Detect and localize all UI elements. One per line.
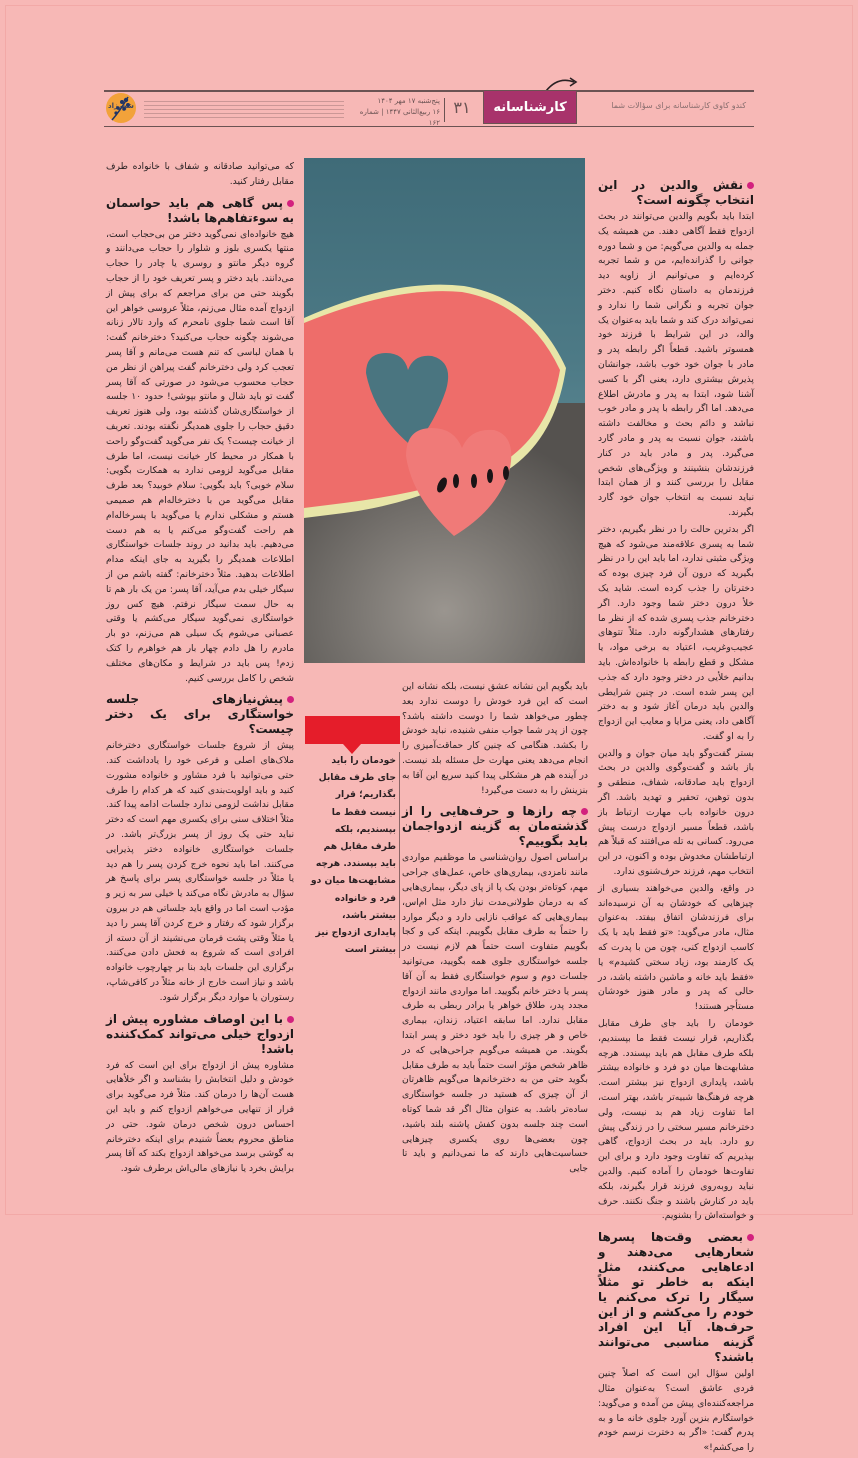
paragraph: باید بگویم این نشانه عشق نیست، بلکه نشانه این است که این فرد خودش را دوست ندارد بعد چطور می‌خواهد شما را دوست داشته باشد؟ چون از پدر شما جواب منفی شنیده، نباید خودش را بکشد. هنگامی که چنین کار حماقت‌آمیزی را انجام می‌دهد یعنی مهارت حل مسئله بلد نیست. در آینده هم هر مشکلی پیدا کنید سریع این آقا به بنزینش را به دست می‌گیرد! xyxy=(402,681,588,796)
paragraph: بستر گفت‌وگو باید میان جوان و والدین باز باشد و گفت‌وگوی والدین در بحث ازدواج باید صادقانه، شفاف، منطقی و بدون توهین، تحقیر و تهدید باشد. اگر درون خانواده باب مهارت ارتباط باز باشد، قطعاً مسیر ازدواج درست پیش می‌رود. کسانی به تله می‌افتند که قبلاً هم ارتباطشان مخدوش بوده و اکنون، در این انتخاب مهم، فرزند حرف‌شنوی ندارد. xyxy=(598,747,754,878)
paragraph: مشاوره پیش از ازدواج برای این است که فرد خودش و دلیل انتخابش را بشناسد و اگر خلأهایی هست آن‌ها را درمان کند. مثلاً فرد می‌گوید برای فرار از تنهایی می‌خواهم ازدواج کنم و باید این احساس درون شخص درمان شود. حتی در مناطق محروم بعضاً شنیدم برای اینکه دخترخانم به گوشی برسد می‌خواهد ازدواج بکند که آقا پسر برایش بخرد یا نیازهای مالی‌اش برطرف شود. xyxy=(106,1059,294,1175)
section-title: کارشناسانه xyxy=(483,90,577,124)
paragraph: اگر بدترین حالت را در نظر بگیریم، دختر شما به پسری علاقه‌مند می‌شود که هیچ ویژگی مثبتی ندارد، اما باید این را در نظر بگیرید که درون آن فرد چیزی بوده که دخترتان را جذب کرده است. شاید یک خلأ درون دختر شما وجود دارد. اگر دخترخانم جذب پسری شده که از نظر ما رفتارهای هشدارگونه دارد. مثلاً تتوهای عجیب‌وغریب، اعتیاد به برخی مواد، یا مشکل و قطع رابطه با خانواده‌اش. باید بدانیم خلأیی در دختر وجود دارد که جذب این پسر شده است. در چنین شرایطی والدین باید درمان آغاز شود و به دختر آگاهی داد، یعنی مزایا و معایب این ازدواج را به او گفت. xyxy=(598,523,754,742)
section-tagline: کندو کاوی کارشناسانه برای سؤالات شما xyxy=(611,101,746,110)
pull-quote: خودمان را باید جای طرف مقابل بگذاریم؛ قرار نیست فقط ما بپسندیم، بلکه طرف مقابل هم باید بپسندد. هرچه مشابهت‌ها میان دو فرد و خانواده بیشتر باشد، پایداری ازدواج نیز بیشتر است xyxy=(310,752,400,958)
left-column xyxy=(106,160,294,1179)
middle-column xyxy=(402,680,588,1179)
dateline xyxy=(348,96,440,129)
pull-quote-tab xyxy=(305,716,400,744)
bullet-icon xyxy=(747,182,754,189)
heading-misunderstandings: پس گاهی هم باید حواسمان به سوءتفاهم‌ها باشد! xyxy=(106,195,294,225)
watermelon-illustration xyxy=(304,158,585,663)
heading-parents-role: نقش والدین در این انتخاب چگونه است؟ xyxy=(598,178,754,207)
page-number: ۳۱ xyxy=(444,98,479,122)
paragraph: در واقع، والدین می‌خواهند بسیاری از چیزهایی که خودشان به آن نرسیده‌اند برای فرزندشان اتفاق بیفتد. به‌عنوان مثال، مادر می‌گوید: «تو فقط باید با یک کاسب ازدواج کنی، چون من با پدرت که یک کارمند بود، زیاد سختی کشیدم» یا «فقط باید خانه و ماشین داشته باشد، در حالی که پدر و مادر هنوز خودشان مستأجر هستند! xyxy=(598,882,754,1013)
bullet-icon xyxy=(581,808,588,815)
logo xyxy=(106,93,136,123)
heading-prerequisites: پیش‌نیازهای جلسه خواستگاری برای یک دختر چیست؟ xyxy=(106,692,294,737)
heading-counseling: با این اوصاف مشاوره پیش از ازدواج خیلی می‌تواند کمک‌کننده باشد! xyxy=(106,1011,294,1056)
dotted-rule xyxy=(144,98,344,120)
bullet-icon xyxy=(747,1234,754,1241)
paragraph: پیش از شروع جلسات خواستگاری دخترخانم ملاک‌های اصلی و فرعی خود را یادداشت کند. حتی می‌توانید با فرد مشاور و خانواده مشورت کنید و باید اولویت‌بندی کنید که هر کدام را طرف مقابل نداشت لزومی ندارد جلسات ادامه پیدا کند. مثلاً اختلاف سنی برای یکسری مهم است که دختر نباید حتی یک روز از پسر بزرگ‌تر باشد. در جلسات خواستگاری خانواده دختر پذیرایی می‌کنند. اما باید نحوه خرج کردن پسر را هم دید یا مثلاً در جلسه خواستگاری پسر برای پاسخ هر سؤال به مادرش نگاه می‌کند یا خیلی سر به زیر و مؤدب است اما در واقع باید جلساتی هم در بیرون برگزار شود که رفتار و خرج کردن آقا پسر را دید یا مثلاً وقتی پشت فرمان می‌نشیند از آن دسته از افرادی است که شروع به فحش دادن می‌کنند. برگزاری این جلسات باید بنا بر چهارچوب خانواده باشد و نیاز است خارج از خانه مثلاً در کافی‌شاپ، رستوران یا موارد دیگر برگزار شود. xyxy=(106,740,294,1003)
bullet-icon xyxy=(287,696,294,703)
paragraph: که می‌توانید صادقانه و شفاف با خانواده طرف مقابل رفتار کنید. xyxy=(106,161,294,187)
watermelon-heart-photo xyxy=(304,158,585,663)
date-line-1: پنج‌شنبه ۱۷ مهر ۱۴۰۴ xyxy=(377,97,440,105)
paragraph: براساس اصول روان‌شناسی ما موظفیم مواردی مانند نامزدی، بیماری‌های خاص، عمل‌های جراحی مهم، کوتاه‌تر بودن یک پا از پای دیگر، بیماری‌هایی که به درمان طولانی‌مدت نیاز دارد مثل ام‌اس، بیماری‌هایی که عواقب ناز‌ایی دارد و دیگر موارد را حتماً به طرف مقابل بگوییم. اینکه کی و کجا بگوییم متفاوت است حتماً هم لازم نیست در جلسه خواستگاری جلوی همه بگویید، می‌توانید جلسات دوم و سوم خواستگاری فقط به آن آقا پسر یا دختر خانم بگویید. اما مواردی مانند ازدواج مجدد پدر، طلاق خواهر یا برادر ربطی به طرف مقابل ندارد. اما سابقه اعتیاد، زندان، بیماری خاص و هر چیزی را باید خود دختر و پسر ابتدا بگویند. من همیشه می‌گویم جراحی‌هایی که در ظاهر شخص مؤثر است حتماً باید به طرف مقابل بگوید حتی من به دخترخانم‌ها می‌گویم ظاهرتان از آن چیزی که هستید در جلسه خواستگاری ساده‌تر باشد. به عنوان مثال اگر قد شما کوتاه است چند جلسه بدون کفش پاشنه بلند باشید، چون بعضی‌ها روی یکسری چیزهایی حساسیت‌هایی دارند که ما نمی‌دانیم و باید تا جایی xyxy=(402,852,588,1175)
date-line-2: ۱۶ ربیع‌الثانی ۱۴۴۷ | شماره ۱۶۲ xyxy=(359,108,440,127)
heading-secrets: چه رازها و حرف‌هایی را از گذشته‌مان به گزینه ازدواجمان باید بگوییم؟ xyxy=(402,804,588,849)
paragraph: ابتدا باید بگویم والدین می‌توانند در بحث ازدواج فقط آگاهی دهند. من همیشه یک جمله به والدین می‌گویم: من و شما دوره جوانی را گذرانده‌ایم، من و شما تجربه کرده‌ایم و می‌توانیم از زاویه دید فرزندمان به داستان نگاه کنیم. دختر جوان تجربه و نگرانی شما را ندارد و نمی‌تواند درک کند و شما باید به‌عنوان یک والد، در این شرایط با فرزند خود همسوتر باشید. قطعاً اگر رابطه پدر و مادر با جوان خود خوب باشد، جوانشان پذیرش بیشتری دارد، یعنی اگر با کسی آشنا شود، ابتدا به پدر و مادرش اطلاع می‌دهد. اما اگر رابطه با پدر و مادر خوب نباشد و دائم بحث و مخالفت داشته باشند، جوان نسبت به پدر و مادر گارد می‌گیرد. پدر و مادر باید در کنار فرزندشان بنشینند و ویژگی‌های شخص مقابل را بررسی کنند و از همان ابتدا نباید نسبت به انتخاب جوان خود گارد بگیرند. xyxy=(598,211,754,518)
paragraph: اولین سؤال این است که اصلاً چنین فردی عاشق است؟ به‌عنوان مثال مراجعه‌کننده‌ای پیش من آمده و می‌گوید: خواستگارم بنزین آورد جلوی خانه ما و به پدرم گفت: «اگر به دخترت نرسم خودم را می‌کشم!» xyxy=(598,1368,754,1454)
heading-slogans: بعضی وقت‌ها پسرها شعارهایی می‌دهند و ادعاهایی می‌کنند، مثل اینکه به خاطر تو مثلاً سیگار را ترک می‌کنم یا خودم را می‌کشم و از این حرف‌ها. آیا این افراد گزینه مناسبی می‌توانند باشند؟ xyxy=(598,1230,754,1365)
right-column xyxy=(598,172,754,1458)
bullet-icon xyxy=(287,200,294,207)
paragraph: خودمان را باید جای طرف مقابل بگذاریم، قرار نیست فقط ما بپسندیم، بلکه طرف مقابل هم باید بپسندد. هرچه مشابهت‌ها میان دو فرد و خانواده بیشتر باشد، پایداری ازدواج نیز بیشتر است. هرچه فرهنگ‌ها شبیه‌تر باشد، بهتر است، اما تفاوت زیاد هم بد نیست، ولی دخترخانم مسیر سختی را در زندگی پیش رو دارد. باید در بحث ازدواج، گاهی بپذیریم که تفاوت وجود دارد و برای این تفاوت‌ها خودمان را آماده کنیم. والدین نباید رو‌به‌روی فرزند قرار بگیرند، بلکه باید در کنارش باشند و جنگ نکنند. حرف و خواسته‌اش را بشنویم. xyxy=(598,1018,754,1222)
paragraph: هیچ خانواده‌ای نمی‌گوید دختر من بی‌حجاب است، منتها یکسری بلوز و شلوار را حجاب می‌دانند و گروه دیگر مانتو و روسری یا چادر را حجاب می‌دانند. باید دختر و پسر تعریف خود را از حجاب بگویند حتی من برای مراجعم که برای پیش از ازدواج آمده مثال می‌زنم، مثلاً عروسی خواهر این آقا است شما جلوی نامحرم که وارد تالار زنانه می‌شوند چگونه حجاب می‌کنید؟ دخترخانم گفت: با همان لباسی که تنم هست می‌مانم و آقا پسر تعجب کرد ولی دخترخانم گفت پیراهن از نظر من حجاب محسوب می‌شود در صورتی که آقا پسر گفت تو باید شال و مانتو بپوشی! حدود ۱۰ جلسه از خواستگاری‌شان گذشته بود، ولی هنوز تعریف دقیق حجاب را جلوی همدیگر نگفته بودند. تعریف از خیانت چیست؟ یک نفر می‌گوید گفت‌وگو راحت با همکار در محیط کار خیانت نیست، اما طرف مقابل می‌گوید لزومی ندارد به همکارت بگویی: سلام خوبی؟ باید بگویی: سلام خوبید؟ بعد طرف مقابل می‌گوید من با دخترخاله‌ام هم صمیمی هستم و مشکلی ندارم یا می‌گوید با پسرخاله‌ام هم راحت گفت‌وگو می‌کنم یا به هم دست می‌دهیم. باید بدانید در روند جلسات خواستگاری اطلاعات همدیگر را بگیرید به جای اینکه مدام اطلاعات بدهید. مثلاً دخترخانم: گفته باشم من از سیگار خیلی بدم می‌آید، آقا پسر: من یک بار هم تا به حال سمت سیگار نرفتم. هیچ کس روز خواستگاری نمی‌گوید سیگار می‌کشم یا وقتی عصبانی می‌شوم یک سیلی هم می‌زنم، دو بار مادرم را هل دادم چهار بار هم خواهرم را کتک زدم! پس باید در شرایط و مکان‌های مختلف شخص را کامل بررسی کنیم. xyxy=(106,228,294,684)
bullet-icon xyxy=(287,1016,294,1023)
logo-text: شهرزاد xyxy=(108,102,134,110)
page-header xyxy=(104,90,754,127)
